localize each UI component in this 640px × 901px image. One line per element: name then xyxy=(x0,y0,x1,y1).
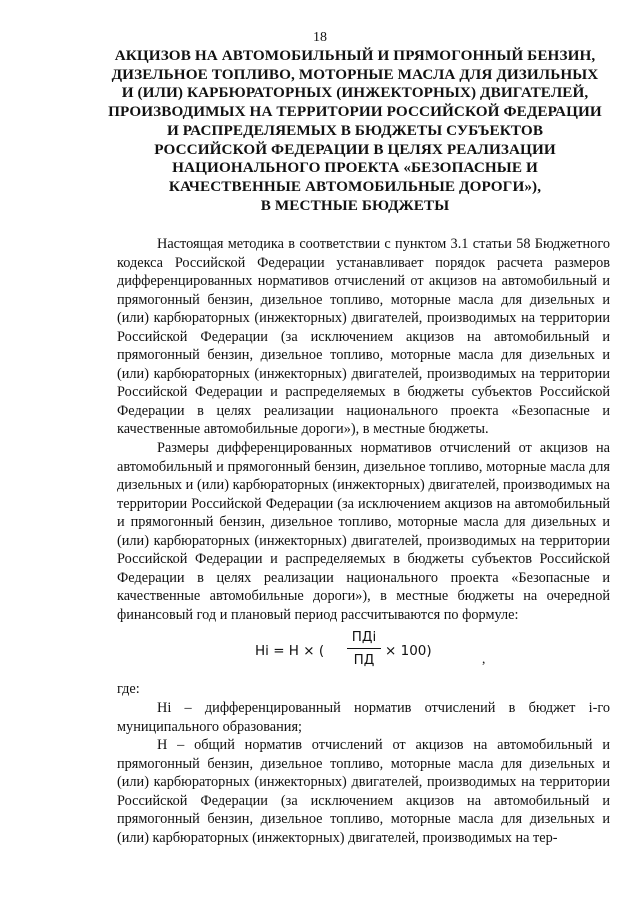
definition-h: Н – общий норматив отчислений от акцизов на автомобильный и прямогонный бензин, дизельное топливо, моторные масла для дизельных и (или) карбюраторных (инжекторных) двигателей, производимых на территории Российской Федерации (за исключением акцизов на автомобильный и прямогонный бензин, дизельное топливо, моторные масла для дизельных и (или) карбюраторных (инжекторных) двигателей, производимых на тер- xyxy=(117,737,610,846)
heading-line: РОССИЙСКОЙ ФЕДЕРАЦИИ В ЦЕЛЯХ РЕАЛИЗАЦИИ xyxy=(154,140,556,158)
formula-intro-paragraph: Размеры дифференцированных нормативов отчислений от акцизов на автомобильный и прямогонный бензин, дизельное топливо, моторные масла для дизельных и (или) карбюраторных (инжекторных) двигателей, производимых на территории Российской Федерации (за исключением акцизов на автомобильный и прямогонный бензин, дизельное топливо, моторные масла для дизельных и (или) карбюраторных (инжекторных) двигателей, производимых на территории Российской Федерации и распределяемых в бюджеты субъектов Российской Федерации в целях реализации национального проекта «Безопасные и качественные автомобильные дороги»), в местные бюджеты на очередной финансовый год и плановый период рассчитываются по формуле: xyxy=(117,440,610,623)
heading-line: КАЧЕСТВЕННЫЕ АВТОМОБИЛЬНЫЕ ДОРОГИ»), xyxy=(168,177,542,195)
intro-paragraph: Настоящая методика в соответствии с пунктом 3.1 статьи 58 Бюджетного кодекса Российской Федерации устанавливает порядок расчета размеров дифференцированных нормативов отчислений от акцизов на автомобильный и прямогонный бензин, дизельное топливо, моторные масла для дизельных и (или) карбюраторных (инжекторных) двигателей, производимых на территории Российской Федерации (за исключением акцизов на автомобильный и прямогонный бензин, дизельное топливо, моторные масла для дизельных и (или) карбюраторных (инжекторных) двигателей, производимых на территории Российской Федерации и распределяемых в бюджеты субъектов Российской Федерации в целях реализации национального проекта «Безопасные и качественные автомобильные дороги»), в местные бюджеты. xyxy=(117,236,610,438)
formula xyxy=(117,628,610,678)
formula-fraction xyxy=(347,628,381,669)
document-body xyxy=(117,235,610,847)
heading-line: ДИЗЕЛЬНОЕ ТОПЛИВО, МОТОРНЫЕ МАСЛА ДЛЯ ДИЗИЛЬНЫХ xyxy=(111,65,599,83)
heading-line: В МЕСТНЫЕ БЮДЖЕТЫ xyxy=(260,196,450,214)
formula-denominator: ПД xyxy=(353,652,375,669)
document-heading xyxy=(100,47,610,215)
heading-line: И РАСПРЕДЕЛЯЕМЫХ В БЮДЖЕТЫ СУБЪЕКТОВ xyxy=(166,121,544,139)
heading-line: И (ИЛИ) КАРБЮРАТОРНЫХ (ИНЖЕКТОРНЫХ) ДВИГАТЕЛЕЙ, xyxy=(121,84,589,102)
heading-line: АКЦИЗОВ НА АВТОМОБИЛЬНЫЙ И ПРЯМОГОННЫЙ БЕНЗИН, xyxy=(114,47,596,64)
heading-line: ПРОИЗВОДИМЫХ НА ТЕРРИТОРИИ РОССИЙСКОЙ ФЕДЕРАЦИИ xyxy=(108,103,602,121)
formula-numerator: ПДi xyxy=(347,628,381,649)
formula-rest: × 100) xyxy=(385,643,432,660)
definition-hi: Нi – дифференцированный норматив отчислений в бюджет i-го муниципального образования; xyxy=(117,700,610,735)
formula-lhs: Нi = Н × ( xyxy=(255,643,325,660)
formula-comma: , xyxy=(482,651,486,667)
heading-line: НАЦИОНАЛЬНОГО ПРОЕКТА «БЕЗОПАСНЫЕ И xyxy=(172,159,538,177)
page-number: 18 xyxy=(313,30,327,45)
where-label: где: xyxy=(117,681,140,698)
